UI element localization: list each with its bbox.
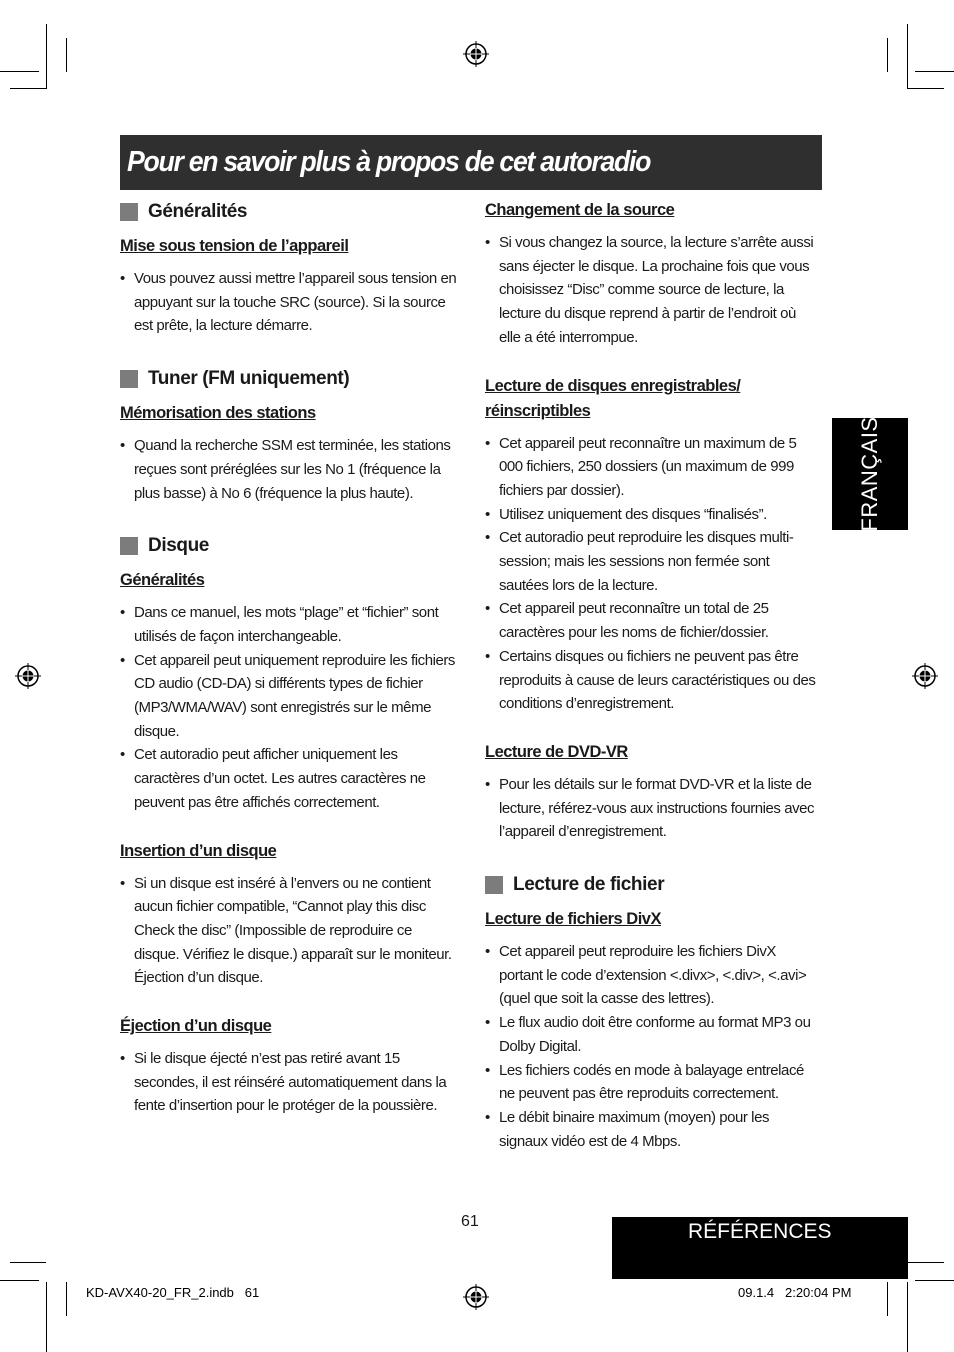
section-bar: [612, 1217, 908, 1279]
list-item: • Cet autoradio peut afficher uniquement les caractères d’un octet. Les autres caractères ne peuvent pas être affichés correctement.: [120, 743, 460, 814]
crop-mark: [915, 1280, 954, 1281]
subheading-ejection: Éjection d’un disque: [120, 1017, 272, 1036]
list-item: • Quand la recherche SSM est terminée, les stations reçues sont préréglées sur les No 1 (fréquence la plus basse) à No 6 (fréquence la plus haute).: [120, 434, 460, 505]
section-heading-lecture-fichier: Lecture de fichier: [485, 871, 817, 899]
bullet-list: [485, 231, 817, 350]
list-item: • Les fichiers codés en mode à balayage entrelacé ne peuvent pas être reproduits correctement.: [485, 1059, 817, 1106]
list-item: • Cet appareil peut reconnaître un total de 25 caractères pour les noms de fichier/dossier.: [485, 597, 817, 644]
registration-mark-icon: [912, 663, 938, 689]
list-item: • Si un disque est inséré à l’envers ou ne contient aucun fichier compatible, “Cannot play this disc Check the disc” (Impossible de reproduire ce disque. Vérifiez le disque.) apparaît sur le moniteur. Éjection d’un disque.: [120, 872, 460, 991]
list-item: • Si vous changez la source, la lecture s’arrête aussi sans éjecter le disque. La prochaine fois que vous choisissez “Disc” comme source de lecture, la lecture du disque reprend à partir de l’endroit où elle a été interrompue.: [485, 231, 817, 350]
bullet-list: [485, 940, 817, 1153]
crop-mark: [46, 24, 47, 89]
section-square-icon: [120, 203, 138, 221]
registration-mark-icon: [463, 41, 489, 67]
list-item: • Cet appareil peut uniquement reproduire les fichiers CD audio (CD-DA) si différents types de fichier (MP3/WMA/WAV) sont enregistrés sur le même disque.: [120, 649, 460, 744]
section-square-icon: [120, 537, 138, 555]
footer-date: 09.1.4 2:20:04 PM: [738, 1285, 852, 1300]
section-square-icon: [485, 876, 503, 894]
crop-mark: [907, 24, 908, 89]
page-number: 61: [461, 1213, 479, 1230]
crop-mark: [66, 1282, 67, 1316]
crop-mark: [908, 1262, 944, 1263]
bullet-list: [120, 872, 460, 991]
registration-mark-icon: [463, 1284, 489, 1310]
list-item: • Certains disques ou fichiers ne peuvent pas être reproduits à cause de leurs caractéristiques ou des conditions d’enregistrement.: [485, 645, 817, 716]
crop-mark: [10, 1262, 46, 1263]
crop-mark: [0, 71, 39, 72]
subheading-mise-sous-tension: Mise sous tension de l’appareil: [120, 237, 349, 255]
crop-mark: [887, 1282, 888, 1316]
crop-mark: [908, 88, 944, 89]
crop-mark: [10, 88, 46, 89]
page-title-bar: [120, 135, 822, 190]
page-title: Pour en savoir plus à propos de cet autoradio: [127, 146, 651, 178]
section-heading-disque: Disque: [120, 532, 460, 560]
registration-mark-icon: [15, 663, 41, 689]
subheading-insertion: Insertion d’un disque: [120, 841, 277, 860]
bullet-list: [485, 773, 817, 844]
bullet-list: [120, 434, 460, 505]
crop-mark: [0, 1280, 39, 1281]
language-tab: [832, 418, 908, 530]
language-tab-label: FRANÇAIS: [857, 416, 882, 532]
subheading-generalites: Généralités: [120, 571, 205, 590]
subheading-dvd-vr: Lecture de DVD-VR: [485, 742, 628, 761]
crop-mark: [46, 1282, 47, 1352]
left-column: [120, 198, 460, 1118]
list-item: • Utilisez uniquement des disques “finalisés”.: [485, 503, 817, 527]
crop-mark: [66, 38, 67, 72]
right-column: [485, 198, 817, 1153]
subheading-divx: Lecture de fichiers DivX: [485, 910, 661, 929]
list-item: • Le flux audio doit être conforme au format MP3 ou Dolby Digital.: [485, 1011, 817, 1058]
list-item: • Pour les détails sur le format DVD-VR et la liste de lecture, référez-vous aux instructions fournies avec l’appareil d’enregistrement.: [485, 773, 817, 844]
bullet-list: [120, 601, 460, 814]
list-item: • Le débit binaire maximum (moyen) pour les signaux vidéo est de 4 Mbps.: [485, 1106, 817, 1153]
list-item: • Vous pouvez aussi mettre l’appareil sous tension en appuyant sur la touche SRC (source). Si la source est prête, la lecture démarre.: [120, 267, 460, 338]
subheading-enregistrables: Lecture de disques enregistrables/ réinscriptibles: [485, 376, 741, 420]
list-item: • Cet appareil peut reproduire les fichiers DivX portant le code d’extension <.divx>, <.div>, <.avi> (quel que soit la casse des lettres).: [485, 940, 817, 1011]
crop-mark: [887, 38, 888, 72]
bullet-list: [485, 432, 817, 716]
section-bar-label: RÉFÉRENCES: [688, 1220, 832, 1243]
subheading-memorisation: Mémorisation des stations: [120, 404, 316, 423]
list-item: • Dans ce manuel, les mots “plage” et “fichier” sont utilisés de façon interchangeable.: [120, 601, 460, 648]
footer-file: KD-AVX40-20_FR_2.indb 61: [86, 1285, 260, 1300]
subheading-changement-source: Changement de la source: [485, 201, 675, 219]
list-item: • Cet autoradio peut reproduire les disques multi-session; mais les sessions non fermée sont sautées lors de la lecture.: [485, 526, 817, 597]
crop-mark: [915, 71, 954, 72]
section-heading-tuner: Tuner (FM uniquement): [120, 365, 460, 393]
crop-mark: [907, 1282, 908, 1352]
bullet-list: [120, 267, 460, 338]
list-item: • Cet appareil peut reconnaître un maximum de 5 000 fichiers, 250 dossiers (un maximum de 999 fichiers par dossier).: [485, 432, 817, 503]
section-square-icon: [120, 370, 138, 388]
bullet-list: [120, 1047, 460, 1118]
section-heading-generalites: Généralités: [120, 198, 460, 226]
list-item: • Si le disque éjecté n’est pas retiré avant 15 secondes, il est réinséré automatiquement dans la fente d’insertion pour le protéger de la poussière.: [120, 1047, 460, 1118]
